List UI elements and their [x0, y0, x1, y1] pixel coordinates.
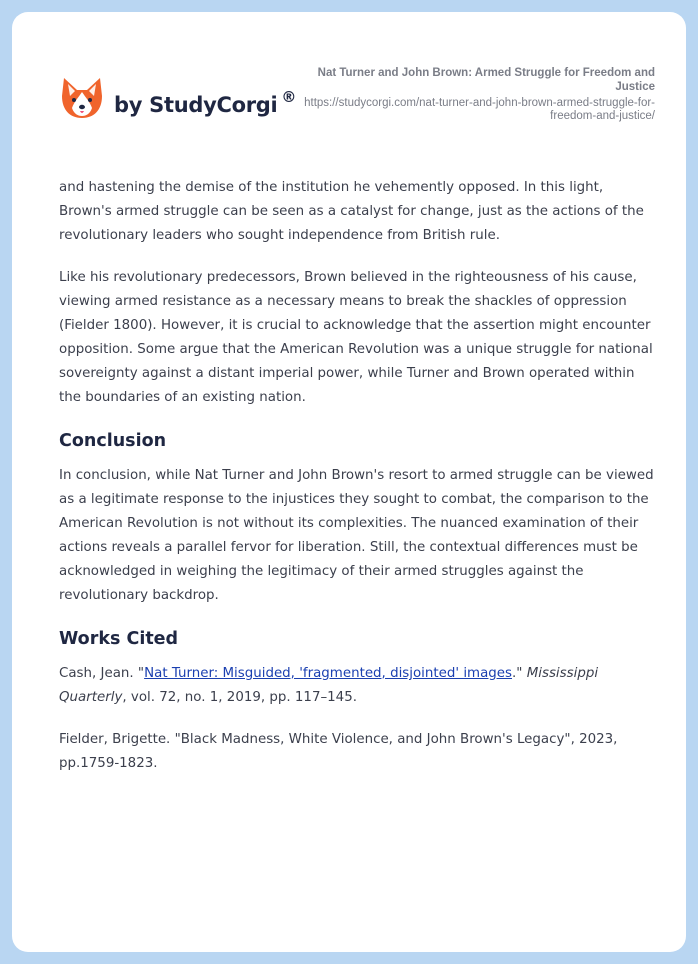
document-body — [59, 176, 659, 794]
brand-name: by StudyCorgi ® — [114, 87, 297, 117]
citation-cash: Cash, Jean. "Nat Turner: Misguided, 'fragmented, disjointed' images." Mississippi Quarterly, vol. 72, no. 1, 2019, pp. 117–145. — [59, 666, 599, 705]
citation-fielder: Fielder, Brigette. "Black Madness, White Violence, and John Brown's Legacy", 2023, pp.1759-1823. — [59, 732, 618, 771]
header-meta — [295, 66, 655, 123]
conclusion-heading: Conclusion — [59, 431, 167, 451]
journal-title: Mississippi Quarterly — [59, 666, 599, 705]
paragraph: and hastening the demise of the institution he vehemently opposed. In this light, Brown's armed struggle can be seen as a catalyst for change, just as the actions of the revolutionary leaders who sought independence from British rule. — [59, 180, 644, 243]
document-page — [12, 12, 686, 952]
registered-mark: ® — [281, 87, 297, 106]
studycorgi-logo[interactable] — [60, 76, 296, 122]
corgi-logo-icon — [60, 76, 104, 122]
document-title: Nat Turner and John Brown: Armed Struggle for Freedom and Justice — [317, 67, 655, 93]
paragraph: Like his revolutionary predecessors, Brown believed in the righteousness of his cause, viewing armed resistance as a necessary means to break the shackles of oppression (Fielder 1800). However, it is crucial to acknowledge that the assertion might encounter opposition. Some argue that the American Revolution was a unique struggle for national sovereignty against a distant imperial power, while Turner and Brown operated within the boundaries of an existing nation. — [59, 270, 653, 405]
citation-link[interactable]: Nat Turner: Misguided, 'fragmented, disjointed' images — [144, 666, 513, 681]
works-cited-heading: Works Cited — [59, 629, 179, 649]
conclusion-paragraph: In conclusion, while Nat Turner and John Brown's resort to armed struggle can be viewed as a legitimate response to the injustices they sought to combat, the comparison to the American Revolution is not without its complexities. The nuanced examination of their actions reveals a parallel fervor for liberation. Still, the contextual differences must be acknowledged in weighing the legitimacy of their armed struggles against the revolutionary backdrop. — [59, 468, 654, 603]
document-url[interactable]: https://studycorgi.com/nat-turner-and-john-brown-armed-struggle-for-freedom-and-justice/ — [304, 97, 655, 122]
